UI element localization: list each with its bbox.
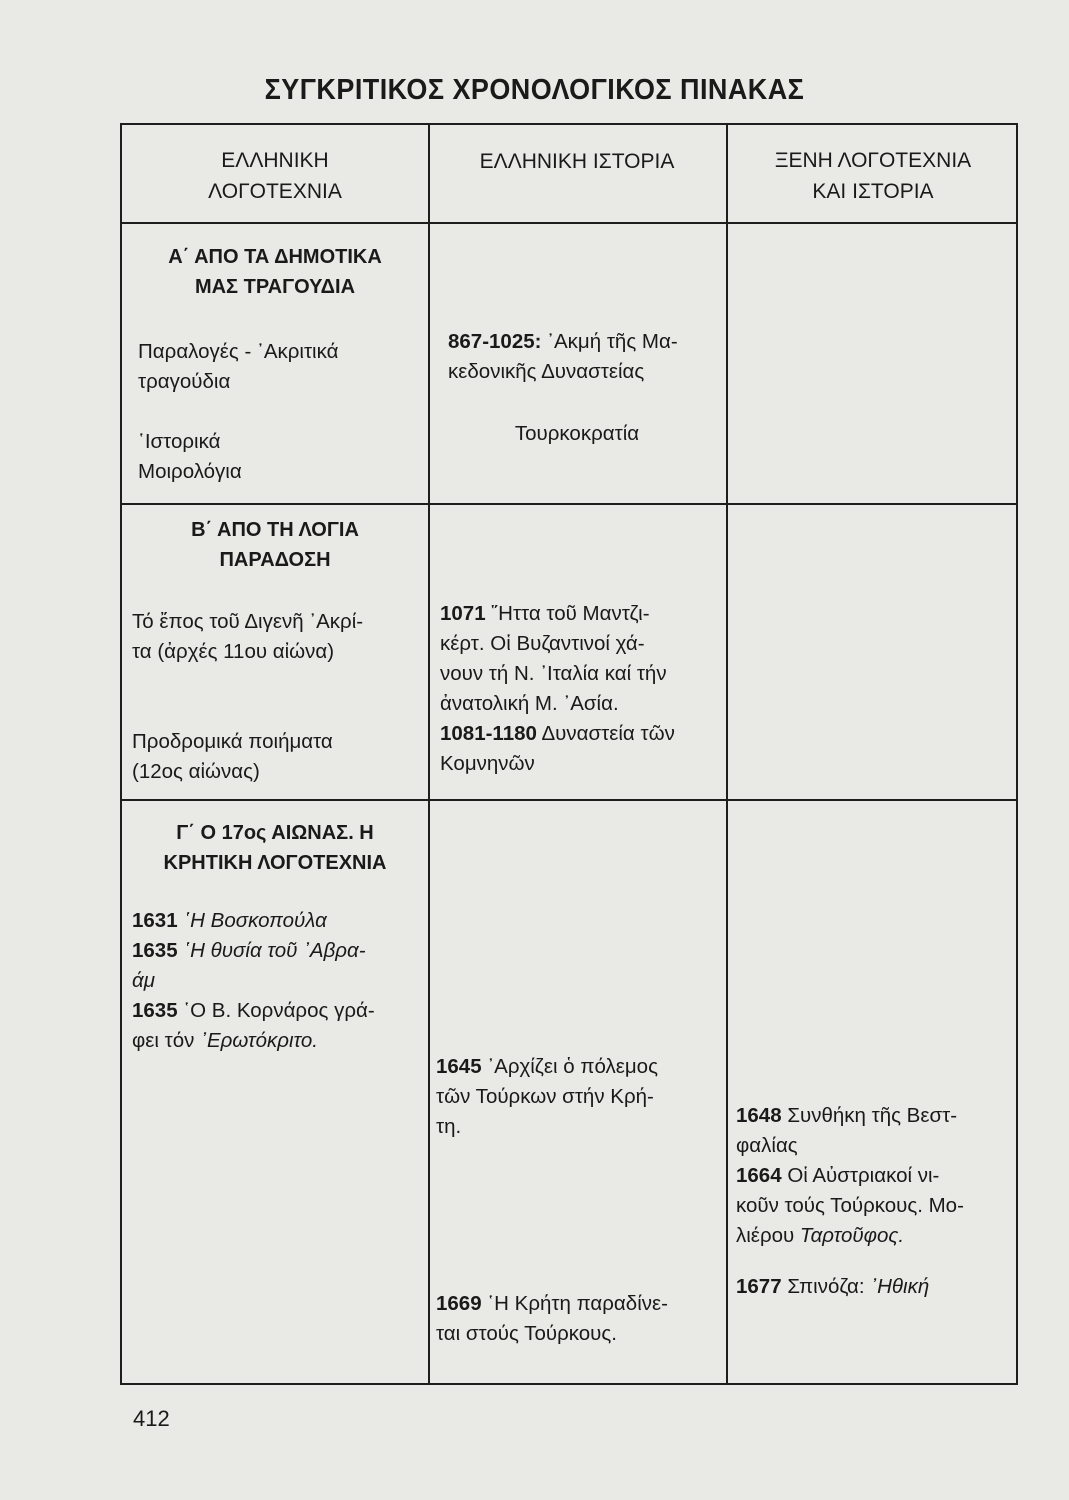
header-foreign-literature-history: ΞΕΝΗ ΛΟΓΟΤΕΧΝΙΑ ΚΑΙ ΙΣΤΟΡΙΑ <box>774 149 972 203</box>
header-greek-literature: ΕΛΛΗΝΙΚΗ ΛΟΓΟΤΕΧΝΙΑ <box>208 149 342 203</box>
section-a-literature-entry: ῾Ιστορικά Μοιρολόγια <box>138 430 242 483</box>
page-number: 412 <box>133 1406 170 1431</box>
section-b-history-entry: 1071 ῞Ηττα τοῦ Μαντζι- κέρτ. Οἱ Βυζαντινοί χά- νουν τή Ν. ᾿Ιταλία καί τήν ἀνατολική Μ. ᾿Ασία. 1081-1180 Δυναστεία τῶν Κομνηνῶν <box>440 602 675 775</box>
section-b-literature-entry: Τό ἔπος τοῦ Διγενῆ ᾿Ακρί- τα (ἀρχές 11ου αἰώνα) <box>132 610 364 663</box>
column-divider <box>428 125 430 1383</box>
section-b-literature-entry: Προδρομικά ποιήματα (12ος αἰώνας) <box>132 730 333 783</box>
section-c-history-entry: 1645 ᾿Αρχίζει ὁ πόλεμος τῶν Τούρκων στήν Κρή- τη. <box>436 1055 658 1138</box>
section-c-history-entry: 1669 ῾Η Κρήτη παραδίνε- ται στούς Τούρκους. <box>436 1292 668 1345</box>
section-c-foreign-entries: 1648 Συνθήκη τῆς Βεστ- φαλίας 1664 Οἱ Αὐστριακοί νι- κοῦν τούς Τούρκους. Μο- λιέρου Ταρτοῦφος. <box>736 1104 964 1247</box>
section-a-history-entry: Τουρκοκρατία <box>514 422 640 445</box>
column-divider <box>726 125 728 1383</box>
section-a-history-entry: 867-1025: ᾿Ακμή τῆς Μα- κεδονικῆς Δυναστείας <box>448 330 678 383</box>
section-c-title: Γ΄ Ο 17ος ΑΙΩΝΑΣ. Η ΚΡΗΤΙΚΗ ΛΟΓΟΤΕΧΝΙΑ <box>163 822 387 874</box>
section-a-title: Α΄ ΑΠΟ ΤΑ ΔΗΜΟΤΙΚΑ ΜΑΣ ΤΡΑΓΟΥΔΙΑ <box>168 246 382 298</box>
row-divider <box>122 799 1016 801</box>
header-greek-history: ΕΛΛΗΝΙΚΗ ΙΣΤΟΡΙΑ <box>479 150 675 173</box>
section-a-literature-entry: Παραλογές - ᾿Ακριτικά τραγούδια <box>138 340 339 393</box>
row-divider <box>122 503 1016 505</box>
chronology-table <box>120 123 1018 1385</box>
section-c-literature-entries: 1631 ῾Η Βοσκοπούλα 1635 ῾Η θυσία τοῦ ᾿Αβρα- άμ 1635 ῾Ο Β. Κορνάρος γρά- φει τόν ᾿Ερωτόκριτο. <box>132 909 375 1052</box>
section-c-foreign-entry: 1677 Σπινόζα: ᾿Ηθική <box>736 1275 930 1298</box>
section-b-title: Β΄ ΑΠΟ ΤΗ ΛΟΓΙΑ ΠΑΡΑΔΟΣΗ <box>191 519 359 571</box>
page-title: ΣΥΓΚΡΙΤΙΚΟΣ ΧΡΟΝΟΛΟΓΙΚΟΣ ΠΙΝΑΚΑΣ <box>264 74 805 106</box>
row-divider <box>122 222 1016 224</box>
